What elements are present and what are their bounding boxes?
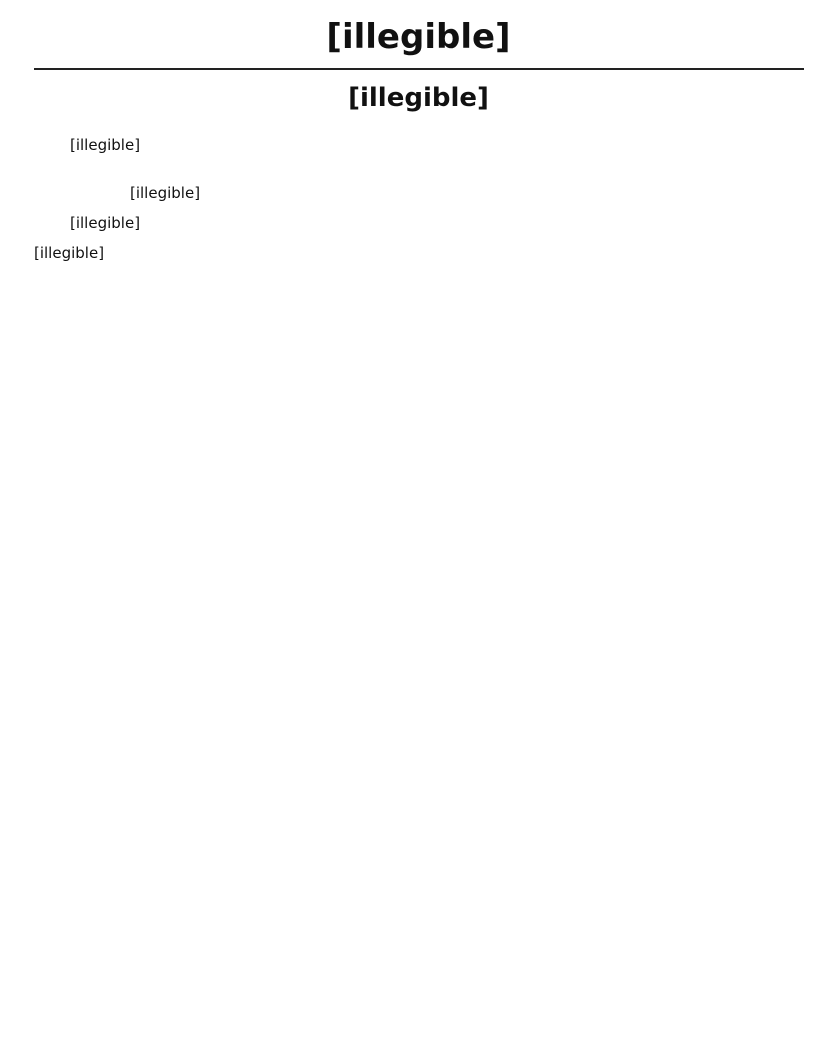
paragraph-4: [illegible] <box>34 244 105 262</box>
byline: [illegible] <box>348 83 489 113</box>
headline-divider <box>34 68 804 70</box>
headline: [illegible] <box>326 17 511 57</box>
paragraph-3: [illegible] <box>70 214 141 232</box>
paragraph-1: [illegible] <box>70 136 141 154</box>
paragraph-2: [illegible] <box>130 184 201 202</box>
article-body <box>20 130 817 268</box>
